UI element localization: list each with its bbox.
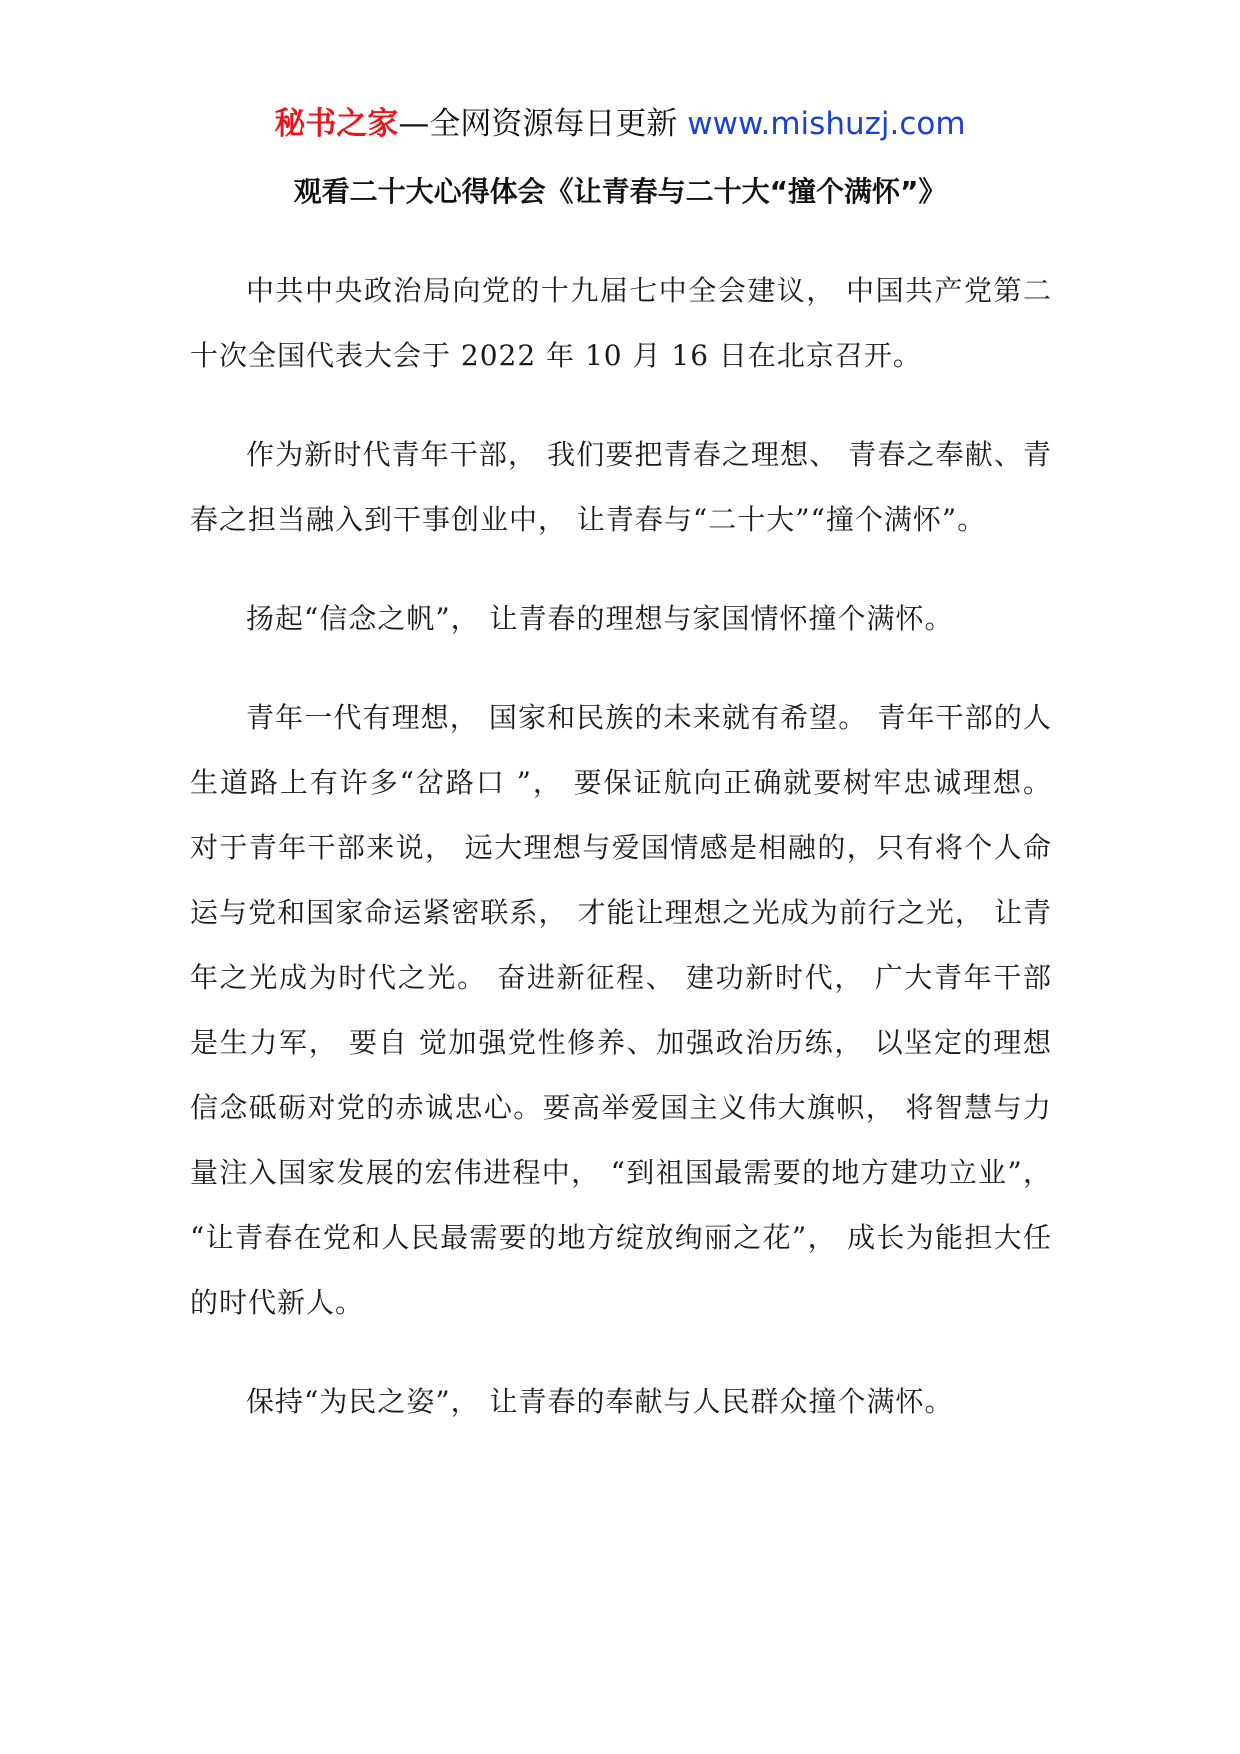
paragraph: 保持“为民之姿”， 让青春的奉献与人民群众撞个满怀。 — [246, 1385, 954, 1418]
site-header — [0, 100, 1240, 148]
brand-name: 秘书之家 — [274, 106, 399, 142]
header-tagline: —全网资源每日更新 — [398, 106, 678, 142]
paragraph: 作为新时代青年干部， 我们要把青春之理想、 青春之奉献、青春之担当融入到干事创业中， 让青春与“二十大”“撞个满怀”。 — [190, 438, 1052, 536]
paragraph: 扬起“信念之帆”， 让青春的理想与家国情怀撞个满怀。 — [246, 602, 954, 635]
paragraph: 青年一代有理想， 国家和民族的未来就有希望。 青年干部的人生道路上有许多“岔路口 ”， 要保证航向正确就要树牢忠诚理想。 对于青年干部来说， 远大理想与爱国情感是相融的，只有将个人命运与党和国家命运紧密联系， 才能让理想之光成为前行之光， 让青年之光成为时代之光。 奋进新征程、 建功新时代， 广大青年干部是生力军， 要自 觉加强党性修养、加强政治历练， 以坚定的理想信念砥砺对党的赤诚忠心。要高举爱国主义伟大旗帜， 将智慧与力量注入国家发展的宏伟进程中， “到祖国最需要的地方建功立业”， “让青春在党和人民最需要的地方绽放绚丽之花”， 成长为能担大任的时代新人。 — [190, 701, 1052, 1319]
paragraph: 中共中央政治局向党的十九届七中全会建议， 中国共产党第二十次全国代表大会于 2022 年 10 月 16 日在北京召开。 — [190, 274, 1052, 372]
site-url-link[interactable]: www.mishuzj.com — [687, 106, 966, 142]
document-title: 观看二十大心得体会《让青春与二十大“撞个满怀”》 — [293, 175, 947, 208]
document-body — [190, 258, 1052, 1468]
